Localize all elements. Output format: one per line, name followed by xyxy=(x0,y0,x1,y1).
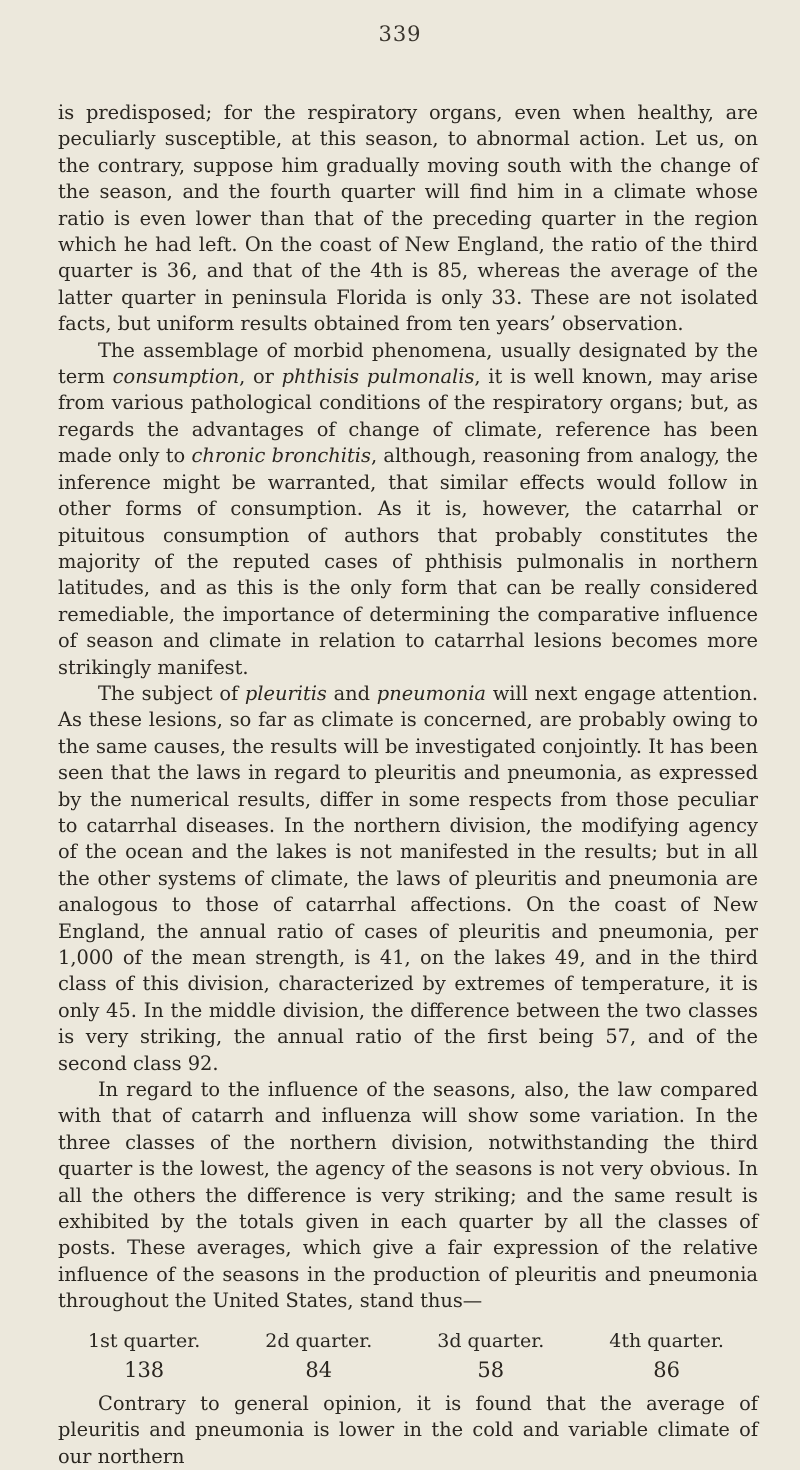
quarter-value: 84 xyxy=(305,1357,333,1382)
paragraph-2-text-g: , although, reasoning from analogy, the inference might be warranted, that similar effects would follow in other forms of consumption. As it is, however, the catarrhal or pituitous consumption of authors that probably constitutes the majority of the reputed cases of phthisis pulmonalis in northern latitudes, and as this is the only form that can be really considered remediable, the importance of determining the comparative influence of season and climate in relation to catarrhal lesions becomes more strikingly manifest. xyxy=(58,444,758,679)
paragraph-2-text-e: , it is well known, may arise from various pathological conditions of the respiratory organs; but, as regards the advantages of change of climate, reference has been made only to xyxy=(58,365,759,468)
quarter-value: 86 xyxy=(653,1357,680,1382)
term-pleuritis: pleuritis xyxy=(244,681,327,705)
quarter-label: 2d quarter. xyxy=(265,1329,373,1352)
quarter-label: 1st quarter. xyxy=(88,1329,201,1352)
quarter-column xyxy=(88,1329,200,1385)
paragraph-3-text-a: The subject of xyxy=(98,681,245,705)
page-number: 339 xyxy=(378,22,422,46)
quarter-value: 58 xyxy=(477,1357,505,1382)
paragraph-3 xyxy=(58,681,758,1077)
term-phthisis-pulmonalis: phthisis pulmonalis xyxy=(281,365,475,389)
quarter-column xyxy=(265,1329,372,1385)
quarter-column xyxy=(609,1329,724,1385)
paragraph-5: Contrary to general opinion, it is found that the average of pleuritis and pneumonia is lower in the cold and variable climate of our northern xyxy=(58,1391,758,1468)
quarter-column xyxy=(437,1329,544,1385)
paragraph-4: In regard to the influence of the seasons, also, the law compared with that of catarrh and influenza will show some variation. In the three classes of the northern division, notwithstanding the third quarter is the lowest, the agency of the seasons is not very obvious. In all the others the difference is very striking; and the same result is exhibited by the totals given in each quarter by all the classes of posts. These averages, which give a fair expression of the relative influence of the seasons in the production of pleuritis and pneumonia throughout the United States, stand thus— xyxy=(58,1078,758,1313)
term-consumption: consumption xyxy=(112,365,240,389)
paragraph-2-text-c: , or xyxy=(239,365,282,389)
paragraph-1: is predisposed; for the respiratory organs, even when healthy, are peculiarly susceptible, at this season, to abnormal action. Let us, on the contrary, suppose him gradually moving south with the change of the season, and the fourth quarter will find him in a climate whose ratio is even lower than that of the preceding quarter in the region which he had left. On the coast of New England, the ratio of the third quarter is 36, and that of the 4th is 85, whereas the average of the latter quarter in peninsula Florida is only 33. These are not isolated facts, but uniform results obtained from ten years’ observation. xyxy=(58,101,758,336)
term-chronic-bronchitis: chronic bronchitis xyxy=(191,444,371,468)
quarter-label: 3d quarter. xyxy=(437,1329,545,1352)
paragraph-2-text-a: The assemblage of morbid phenomena, usually designated by the term xyxy=(58,338,758,389)
quarter-value: 138 xyxy=(124,1357,165,1382)
paragraph-3-text-c: and xyxy=(326,681,377,705)
quarter-averages-table xyxy=(88,1329,724,1385)
quarter-label: 4th quarter. xyxy=(609,1329,724,1352)
paragraph-2 xyxy=(58,338,758,681)
term-pneumonia: pneumonia xyxy=(376,681,486,705)
paragraph-3-text-e: will next engage attention. As these lesions, so far as climate is concerned, are probably owing to the same causes, the results will be investigated conjointly. It has been seen that the laws in regard to pleuritis and pneumonia, as expressed by the numerical results, differ in some respects from those peculiar to catarrhal diseases. In the northern division, the modifying agency of the ocean and the lakes is not manifested in the results; but in all the other systems of climate, the laws of pleuritis and pneumonia are analogous to those of catarrhal affections. On the coast of New England, the annual ratio of cases of pleuritis and pneumonia, per 1,000 of the mean strength, is 41, on the lakes 49, and in the third class of this division, characterized by extremes of temperature, it is only 45. In the middle division, the difference between the two classes is very striking, the annual ratio of the first being 57, and of the second class 92. xyxy=(58,681,758,1075)
